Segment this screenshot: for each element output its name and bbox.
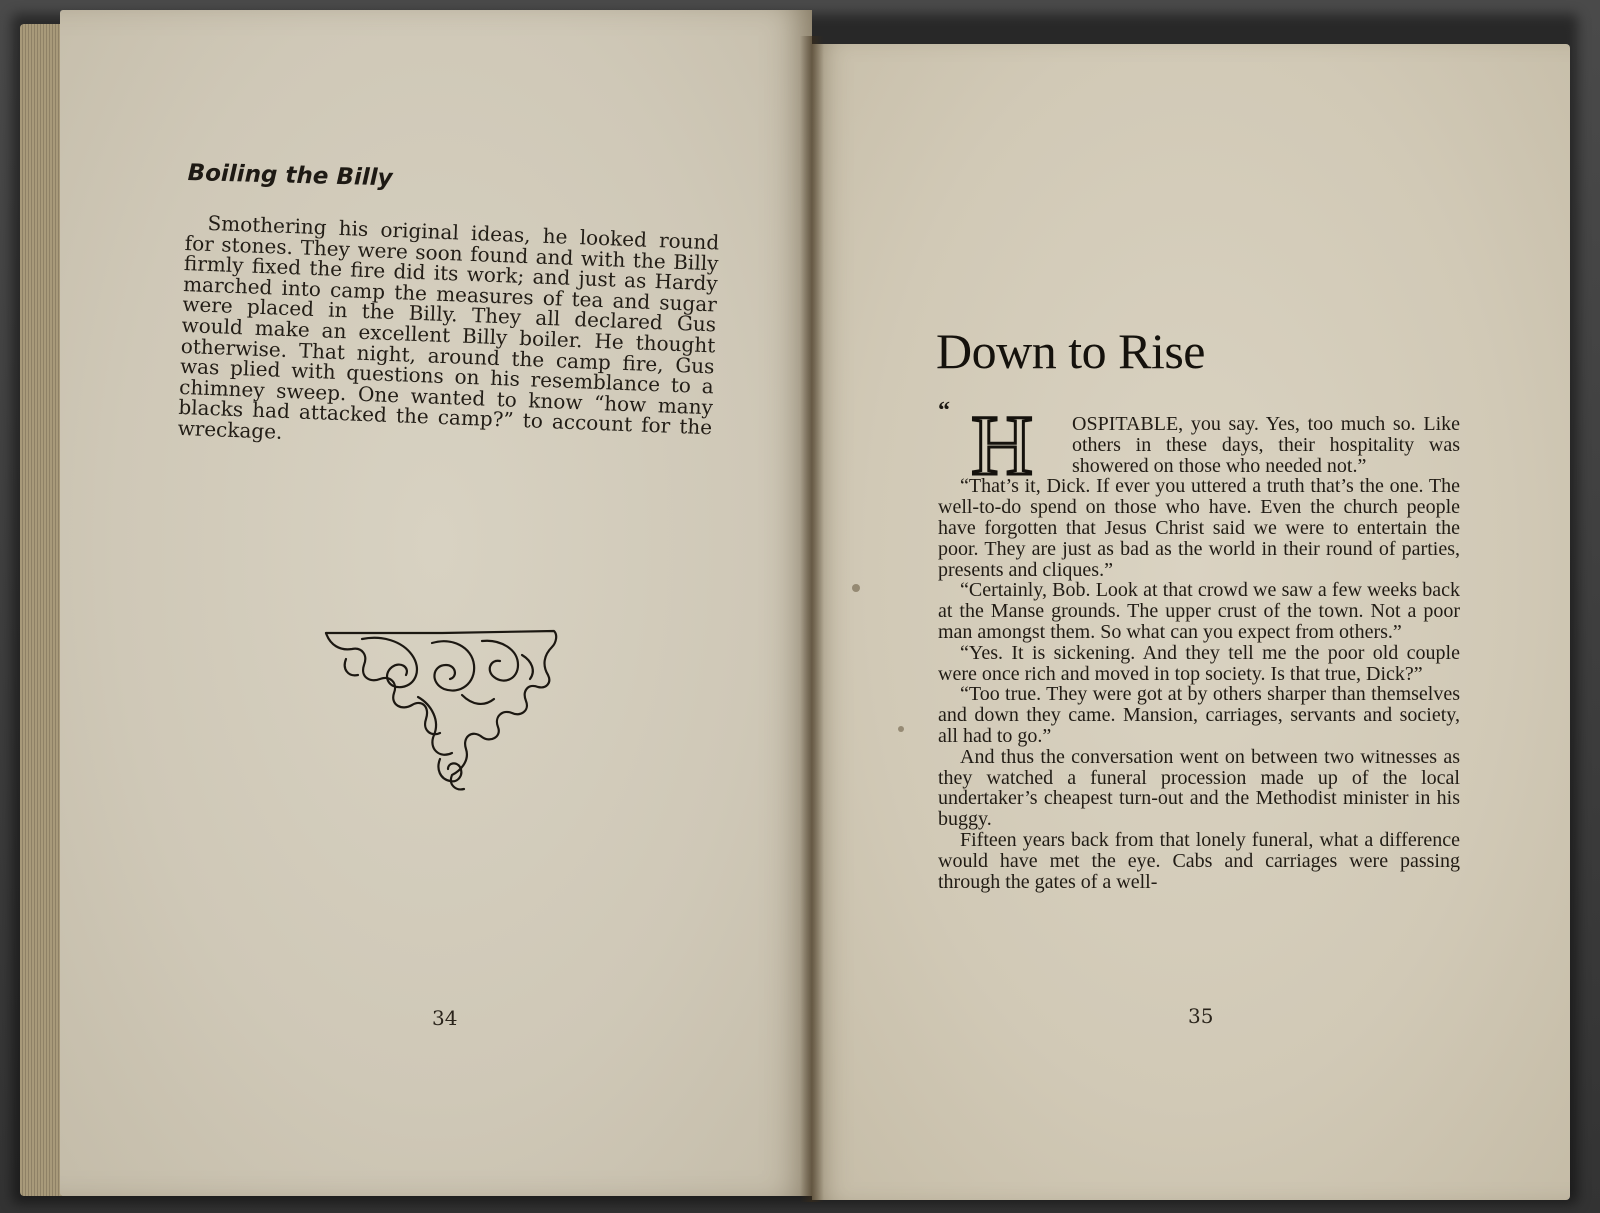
drop-cap-text: H [970,404,1034,486]
page-number-left: 34 [432,1006,458,1030]
paper-speck [898,726,904,732]
left-paragraph: Smothering his original ideas, he looked round for stones. They were soon found and with the Billy firmly fixed the fire did its work; and just as Hardy marched into camp the measures of tea and sugar were placed in the Billy. They all declared Gus would make an excellent Billy boiler. He thought otherwise. That night, around the camp fire, Gus was plied with questions on his resemblance to a chimney sweep. One wanted to know “how many blacks had attacked the camp?” to account for the wreckage. [177,210,720,444]
right-paragraph-4: “Too true. They were got at by others sharper than themselves and down they came. Mansion, carriages, servants and society, all had to go.” [938,683,1460,747]
page-number-right: 35 [1188,1004,1214,1028]
book-gutter [800,36,824,1202]
right-paragraph-1: “That’s it, Dick. If ever you uttered a truth that’s the one. The well-to-do spend on those who have. Even the church people have forgotten that Jesus Christ said we were to entertain the poor. They are just as bad as the world in their round of parties, presents and cliques.” [938,475,1460,581]
right-paragraph-5: And thus the conversation went on between two witnesses as they watched a funeral procession made up of the local undertaker’s cheapest turn-out and the Methodist minister in his buggy. [938,745,1460,831]
floral-ornament-icon [322,625,572,795]
right-paragraph-2: “Certainly, Bob. Look at that crowd we saw a few weeks back at the Manse grounds. The upper crust of the town. Not a poor man amongst them. So what can you expect from others.” [938,579,1460,643]
chapter-title: Down to Rise [936,323,1205,379]
left-page-text [177,212,719,459]
right-paragraph-6: Fifteen years back from that lonely funeral, what a difference would have met the eye. Cabs and carriages were passing through the gates of a well- [938,828,1460,893]
opening-quote-mark: “ [938,398,950,424]
paper-speck [852,584,860,592]
right-paragraph-3: “Yes. It is sickening. And they tell me the poor old couple were once rich and moved in top society. Is that true, Dick?” [938,641,1460,685]
first-paragraph: OSPITABLE, you say. Yes, too much so. Like others in these days, their hospitality was showered on those who needed not.” [1072,413,1460,477]
right-page-text [938,414,1460,892]
running-head: Boiling the Billy [187,160,393,192]
